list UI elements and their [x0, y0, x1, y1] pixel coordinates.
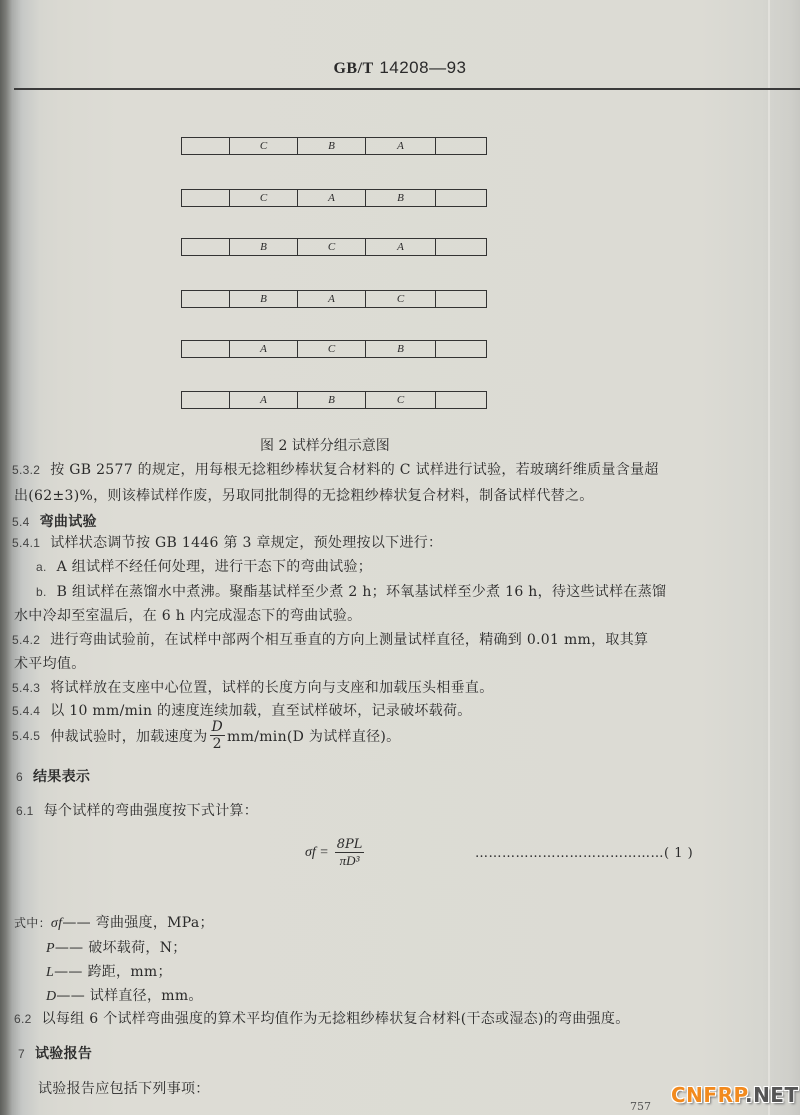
clause-5-4-4: [12, 700, 472, 720]
clause-number: 5.4.3: [12, 681, 41, 695]
segment: C: [230, 190, 298, 206]
specimen-group-row-4: [181, 290, 487, 308]
clause-number: 5.4.2: [12, 633, 41, 647]
clause-5-3-2-cont: 出(62±3)%，则该棒试样作废，另取同批制得的无捻粗纱棒状复合材料，制备试样代替之。: [14, 488, 594, 504]
segment: C: [298, 239, 366, 255]
page-number: 757: [630, 1100, 651, 1113]
list-item-a: [36, 556, 372, 576]
equation-numerator: 8PL: [336, 837, 363, 852]
clause-text: 以 10 mm/min 的速度连续加载，直至试样破坏，记录破坏载荷。: [50, 703, 472, 719]
clause-number: 6.2: [14, 1012, 32, 1026]
clause-text: 将试样放在支座中心位置，试样的长度方向与支座和加载压头相垂直。: [50, 680, 494, 696]
clause-text: 每个试样的弯曲强度按下式计算：: [43, 803, 259, 819]
section-6-heading: [16, 766, 90, 786]
running-header: [0, 58, 800, 78]
segment: B: [366, 341, 436, 357]
clause-text: 进行弯曲试验前，在试样中部两个相互垂直的方向上测量试样直径，精确到 0.01 mm，取其算: [50, 632, 649, 648]
segment: A: [230, 341, 298, 357]
segment: A: [366, 239, 436, 255]
clause-5-4-3: [12, 677, 494, 697]
clause-5-4-5: [12, 720, 400, 751]
list-text: B 组试样在蒸馏水中煮沸。聚酯基试样至少煮 2 h；环氧基试样至少煮 16 h，待这些试样在蒸馏: [56, 584, 667, 600]
watermark-logo: [671, 1083, 799, 1107]
clause-text-suffix: mm/min(D 为试样直径)。: [227, 728, 401, 745]
segment: [436, 190, 486, 206]
clause-number: 5.4.4: [12, 704, 41, 718]
specimen-group-row-1: [181, 137, 487, 155]
segment: [182, 138, 230, 154]
segment: [182, 239, 230, 255]
list-item-b: [36, 581, 666, 601]
clause-6-2: [14, 1008, 630, 1028]
clause-number: 6.1: [16, 804, 34, 818]
section-title: 试验报告: [34, 1046, 93, 1062]
segment: [436, 392, 486, 408]
clause-text: 按 GB 2577 的规定，用每根无捻粗纱棒状复合材料的 C 试样进行试验，若玻璃纤维质量含量超: [50, 462, 659, 478]
clause-number: 5.4.1: [12, 536, 41, 550]
section-title: 结果表示: [32, 769, 91, 785]
symbol-description: —— 破坏载荷，N；: [54, 940, 187, 956]
list-item-b-cont: 水中冷却至室温后，在 6 h 内完成湿态下的弯曲试验。: [14, 608, 362, 624]
segment: A: [298, 291, 366, 307]
section-7-heading: [18, 1043, 92, 1063]
where-item-l: [46, 961, 172, 981]
segment: C: [298, 341, 366, 357]
section-number: 5.4: [12, 515, 30, 529]
clause-number: 5.4.5: [12, 728, 41, 743]
segment: [182, 291, 230, 307]
segment: [436, 291, 486, 307]
segment: C: [366, 291, 436, 307]
segment: [182, 392, 230, 408]
list-marker: a.: [36, 560, 47, 574]
segment: A: [230, 392, 298, 408]
symbol-description: —— 试样直径，mm。: [56, 988, 203, 1004]
symbol: σf: [50, 916, 63, 931]
segment: B: [298, 138, 366, 154]
section-number: 7: [18, 1047, 25, 1061]
clause-6-1: [16, 800, 258, 820]
figure-caption: 图 2 试样分组示意图: [260, 438, 390, 454]
equation-number: ( 1 ): [664, 846, 694, 861]
clause-text: 试样状态调节按 GB 1446 第 3 章规定，预处理按以下进行：: [50, 535, 443, 551]
segment: [182, 341, 230, 357]
specimen-group-row-6: [181, 391, 487, 409]
equation-lhs: σf =: [305, 844, 329, 860]
watermark-text-secondary: .NET: [744, 1083, 799, 1107]
symbol: L: [46, 965, 55, 980]
clause-5-4-2-cont: 术平均值。: [14, 656, 86, 672]
segment: C: [366, 392, 436, 408]
clause-text: 以每组 6 个试样弯曲强度的算术平均值作为无捻粗纱棒状复合材料(干态或湿态)的弯曲强度。: [41, 1011, 630, 1027]
section-title: 弯曲试验: [39, 514, 97, 530]
symbol: D: [46, 989, 57, 1004]
segment: A: [366, 138, 436, 154]
clause-text: 仲裁试验时，加载速度为: [50, 728, 208, 745]
clause-5-4-2: [12, 629, 648, 649]
fraction-numerator: D: [211, 719, 224, 735]
symbol: P: [46, 941, 55, 956]
equation-denominator: πD³: [339, 853, 360, 868]
list-marker: b.: [36, 585, 47, 599]
symbol-description: —— 弯曲强度，MPa；: [62, 915, 214, 931]
segment: B: [298, 392, 366, 408]
segment: A: [298, 190, 366, 206]
segment: B: [230, 239, 298, 255]
where-intro: 式中：: [14, 916, 51, 930]
clause-5-3-2: [12, 459, 659, 479]
specimen-group-row-3: [181, 238, 487, 256]
specimen-group-row-5: [181, 340, 487, 358]
segment: B: [366, 190, 436, 206]
segment: [436, 239, 486, 255]
where-item-p: [46, 937, 187, 957]
standard-number: 14208—93: [379, 58, 467, 77]
section-7-text: 试验报告应包括下列事项：: [38, 1081, 210, 1097]
segment: C: [230, 138, 298, 154]
leader-dots: ……………………………………: [475, 846, 664, 861]
watermark-text-primary: CNFRP: [671, 1083, 745, 1107]
segment: [436, 138, 486, 154]
section-number: 6: [16, 770, 23, 784]
segment: B: [230, 291, 298, 307]
specimen-group-row-2: [181, 189, 487, 207]
fraction: [210, 720, 226, 751]
where-item-d: [46, 985, 203, 1005]
equation-fraction: [335, 838, 365, 867]
where-item-sigma: [14, 912, 214, 932]
standard-code: GB/T: [333, 60, 374, 77]
fraction-denominator: 2: [212, 736, 222, 752]
segment: [182, 190, 230, 206]
equation-leader: [475, 846, 693, 861]
symbol-description: —— 跨距，mm；: [54, 964, 172, 980]
list-text: A 组试样不经任何处理，进行干态下的弯曲试验；: [56, 559, 373, 575]
section-5-4-heading: [12, 511, 97, 531]
clause-5-4-1: [12, 532, 442, 552]
header-rule: [14, 88, 800, 90]
page-edge: [768, 0, 770, 1115]
clause-number: 5.3.2: [12, 463, 41, 477]
equation-1: [305, 838, 366, 867]
segment: [436, 341, 486, 357]
